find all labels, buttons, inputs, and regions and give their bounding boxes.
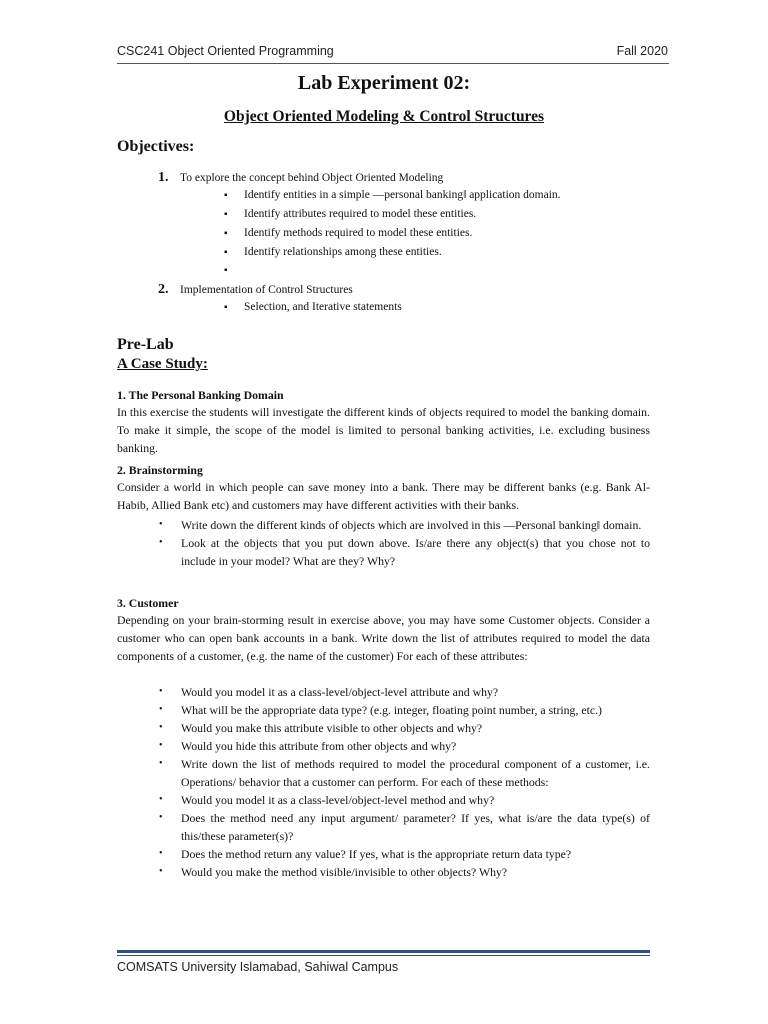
bullet-icon: • bbox=[159, 866, 163, 877]
bullet-icon: • bbox=[159, 794, 163, 805]
bullet-icon: • bbox=[159, 686, 163, 697]
bullet-icon: • bbox=[159, 758, 163, 769]
objective-bullet: ▪ Identify attributes required to model these entities. bbox=[224, 208, 477, 220]
bullet-icon: ▪ bbox=[224, 265, 228, 276]
section-title: 3. Customer bbox=[117, 596, 179, 610]
objective-bullet: ▪ Identify methods required to model these entities. bbox=[224, 227, 473, 239]
prelab-heading: Pre-Lab bbox=[117, 336, 174, 353]
objective-bullet bbox=[224, 264, 244, 276]
objective-bullet: ▪ Identify entities in a simple ―personal banking‖ application domain. bbox=[224, 189, 561, 201]
list-item: • Write down the list of methods required to model the procedural component of a customer, i.e. Operations/ behavior that a customer can perform. For each of these methods: bbox=[159, 757, 650, 789]
term: Fall 2020 bbox=[616, 44, 668, 58]
course-name: CSC241 Object Oriented Programming bbox=[117, 44, 334, 58]
objective-text: To explore the concept behind Object Oriented Modeling bbox=[180, 172, 444, 184]
bullet-icon: • bbox=[159, 519, 163, 530]
footer-divider bbox=[117, 950, 650, 953]
bullet-icon: ▪ bbox=[224, 247, 228, 258]
footer-divider bbox=[117, 955, 650, 956]
section-bullet-list bbox=[117, 683, 650, 881]
section-bullet-list bbox=[117, 516, 650, 570]
list-item: • Does the method need any input argument/ parameter? If yes, what is/are the data type(s) of this/these parameter(s)? bbox=[159, 811, 650, 843]
list-item: • Would you hide this attribute from other objects and why? bbox=[159, 739, 457, 753]
page-footer: COMSATS University Islamabad, Sahiwal Campus bbox=[117, 960, 399, 974]
bullet-icon: • bbox=[159, 740, 163, 751]
bullet-icon: • bbox=[159, 537, 163, 548]
list-item: • Does the method return any value? If yes, what is the appropriate return data type? bbox=[159, 847, 572, 861]
bullet-icon: ▪ bbox=[224, 190, 228, 201]
list-item: • Would you model it as a class-level/object-level attribute and why? bbox=[159, 685, 499, 699]
section-paragraph: Consider a world in which people can save money into a bank. There may be different banks (e.g. Bank Al-Habib, Allied Bank etc) and customers may have different activities with their banks. bbox=[117, 480, 650, 512]
bullet-icon: ▪ bbox=[224, 302, 228, 313]
objective-item bbox=[158, 170, 443, 186]
bullet-icon: ▪ bbox=[224, 209, 228, 220]
bullet-icon: • bbox=[159, 722, 163, 733]
bullet-icon: ▪ bbox=[224, 228, 228, 239]
list-item: • Would you make the method visible/invisible to other objects? Why? bbox=[159, 865, 508, 879]
objectives-heading: Objectives: bbox=[117, 138, 195, 155]
section-title: 1. The Personal Banking Domain bbox=[117, 388, 284, 402]
objective-number: 1. bbox=[158, 170, 169, 185]
section-title: 2. Brainstorming bbox=[117, 463, 203, 477]
page-subtitle: Object Oriented Modeling & Control Structures bbox=[223, 108, 545, 125]
objective-item bbox=[158, 282, 353, 298]
header-divider bbox=[117, 63, 669, 64]
list-item: • What will be the appropriate data type? (e.g. integer, floating point number, a string, etc.) bbox=[159, 703, 602, 717]
list-item: • Would you model it as a class-level/object-level method and why? bbox=[159, 793, 495, 807]
objective-number: 2. bbox=[158, 282, 169, 297]
page-header bbox=[117, 44, 668, 58]
page-title: Lab Experiment 02: bbox=[297, 72, 471, 94]
case-study-heading: A Case Study: bbox=[117, 356, 208, 372]
objective-text: Implementation of Control Structures bbox=[180, 284, 353, 296]
list-item: • Look at the objects that you put down above. Is/are there any object(s) that you chose not to include in your model? What are they? Why? bbox=[159, 536, 650, 568]
objective-bullet: ▪ Identify relationships among these entities. bbox=[224, 246, 442, 258]
list-item: • Write down the different kinds of objects which are involved in this ―Personal banking‖ domain. bbox=[159, 518, 642, 532]
section-paragraph: In this exercise the students will investigate the different kinds of objects required to model the banking domain. To make it simple, the scope of the model is limited to personal banking activities, i.e. excluding business banking. bbox=[117, 405, 650, 455]
section-paragraph: Depending on your brain-storming result in exercise above, you may have some Customer objects. Consider a customer who can open bank accounts in a bank. Write down the list of attributes required to model the data components of a customer, (e.g. the name of the customer) For each of these attributes: bbox=[117, 613, 650, 663]
bullet-icon: • bbox=[159, 704, 163, 715]
bullet-icon: • bbox=[159, 812, 163, 823]
list-item: • Would you make this attribute visible to other objects and why? bbox=[159, 721, 483, 735]
bullet-icon: • bbox=[159, 848, 163, 859]
objective-bullet: ▪ Selection, and Iterative statements bbox=[224, 301, 402, 313]
